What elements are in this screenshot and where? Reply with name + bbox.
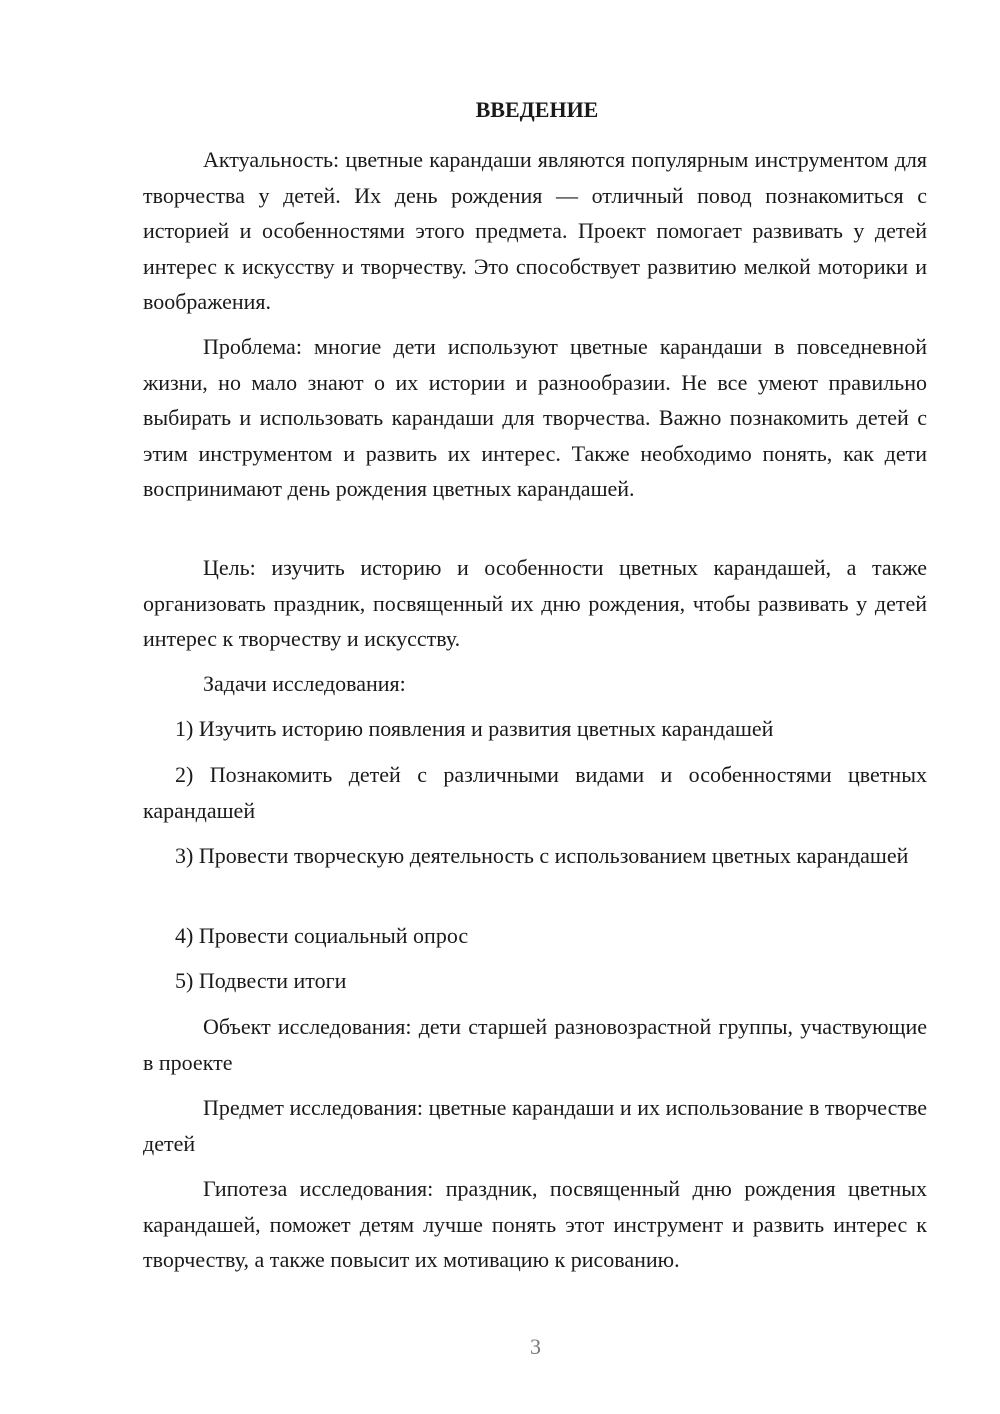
page-number: 3 [530, 1334, 541, 1359]
page-title: ВВЕДЕНИЕ [475, 97, 599, 122]
task-item-1: 1) Изучить историю появления и развития цветных карандашей [175, 716, 774, 741]
tasks-heading: Задачи исследования: [203, 671, 406, 696]
task-item-2: 2) Познакомить детей с различными видами и особенностями цветных карандашей [143, 762, 927, 823]
paragraph-problem: Проблема: многие дети используют цветные карандаши в повседневной жизни, но мало знают о их истории и разнообразии. Не все умеют правильно выбирать и использовать карандаши для творчества. Важно познакомить детей с этим инструментом и развить их интерес. Также необходимо понять, как дети воспринимают день рождения цветных карандашей. [143, 334, 927, 502]
task-item-5: 5) Подвести итоги [175, 968, 347, 993]
paragraph-relevance: Актуальность: цветные карандаши являются популярным инструментом для творчества у детей. Их день рождения — отличный повод познакомиться с историей и особенностями этого предмета. Проект помогает развивать у детей интерес к искусству и творчеству. Это способствует развитию мелкой моторики и воображения. [143, 147, 927, 315]
paragraph-goal: Цель: изучить историю и особенности цветных карандашей, а также организовать праздник, посвященный их дню рождения, чтобы развивать у детей интерес к творчеству и искусству. [143, 555, 927, 652]
paragraph-object: Объект исследования: дети старшей разновозрастной группы, участвующие в проекте [143, 1014, 927, 1075]
paragraph-subject: Предмет исследования: цветные карандаши и их использование в творчестве детей [143, 1095, 927, 1156]
paragraph-hypothesis: Гипотеза исследования: праздник, посвященный дню рождения цветных карандашей, поможет детям лучше понять этот инструмент и развить интерес к творчеству, а также повысит их мотивацию к рисованию. [143, 1176, 927, 1273]
task-item-3: 3) Провести творческую деятельность с использованием цветных карандашей [175, 843, 909, 868]
task-item-4: 4) Провести социальный опрос [175, 923, 469, 948]
